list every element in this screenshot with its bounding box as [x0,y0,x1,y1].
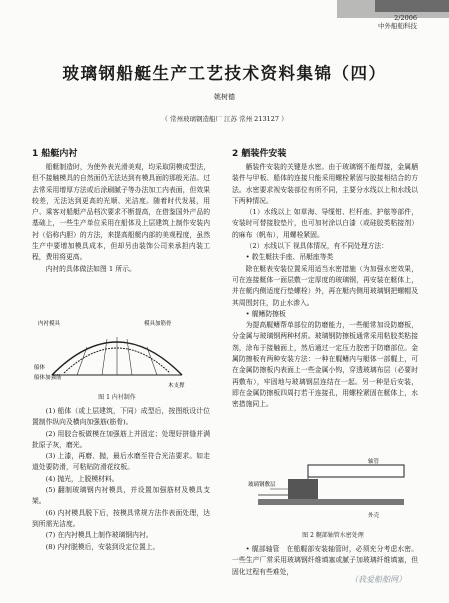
shaft-tube [308,465,404,477]
fig1-label: 船体 [34,365,46,371]
step-item: (8) 内衬脱模后，安装到设定位置上。 [45,542,160,551]
figure-2-diagram [248,455,418,527]
fig1-label: 模具加筋骨 [144,321,172,327]
journal-name: 中外船舶科技 [378,22,417,30]
article-title: 玻璃钢船艇生产工艺技术资料集锦（四） [62,64,387,83]
affiliation: （ 常州玻璃钢造船厂 江苏 常州 213127 ） [161,115,288,123]
author: 姚树德 [214,93,235,101]
step-item: (4) 抛光，上脱模材料。 [45,474,119,483]
support-struts [77,337,157,375]
right-column-tail [232,544,418,578]
bullet-title: • 艉鳍防擦板 [245,309,286,318]
step-item: (5) 翻制玻璃钢内衬模具，并设置加强筋材及模具支架。 [32,486,210,506]
issue-number: 2/2006 [394,14,417,22]
fig2-label: 轴管 [368,459,380,465]
paragraph: 为提高艉鳍帮单部位的防磨能力，一些艇常加设防磨板，分金属与玻璃钢两种材质。玻璃钢防擦板通常采用粘胶类粘接剂，涂布于接触面上，然后通过一定压力胶密于防磨部位。金属防擦板有两种安装方法：一种在艉鳍内与艇体一部艉上，可在金属防擦板内表面上一些金属小钩，穿透玻璃布层（必要时再敷布），牢固地与玻璃钢层连结在一起。另一种是后安装，即在金属防擦板四周打若干连接孔，用螺栓紧固在艇体上，水密措施同上。 [232,321,418,409]
fig1-label: 内衬模具 [38,321,61,327]
paragraph: （2）水线以下 视具体情况，有不同处理方法： [245,242,389,251]
left-column-intro [32,162,210,275]
step-item: (2) 用胶合板做模在加强筋上并固定；处理好拼缝并满批原子灰，磨光。 [32,429,210,449]
figure-2-caption: 图 2 艉部轴管水密处理 [302,532,364,539]
paragraph: （1）水线以上 如草海、导缆钳、栏杆座、护舷等部件，安装时可替接胶垫片，也可加衬涂以白漆（或硅胶类粘接剂）的麻布（帆布），用螺栓紧固。 [232,208,418,239]
figure-1-caption: 图 1 内衬制作 [98,394,136,401]
issue-info [378,14,417,30]
paragraph: 内衬的具体做法如图 1 所示。 [45,264,136,273]
paragraph: 船艇制造时，为使外表光滑美观，均采取阴模成型法，但不接触模具的自然面仍无法达到有模具面的那般光洁。过去常采用增厚方法或后涂刷腻子等办法加工内表面，但效果较差，无法达到更高的光顺、光洁度。随着时代发展，用户、乘客对船艇产品档次要求不断提高，在借鉴国外产品的基础上，一些生产单位采用在船体及上层建筑上制作安装内衬（俗称内胆）的方法，来提高船艇内部的美观程度，虽然生产中要增加模具成本，但却另由装饰公司来承担内装工程，费用将更高。 [32,163,210,262]
hull-shell [258,477,404,495]
fig1-label: 船体加强筋 [34,375,62,381]
step-item: (7) 在内衬模具上制作玻璃钢内衬。 [45,531,153,540]
fig2-label: 外壳 [368,513,380,519]
watermark: （我爱船舶网） [350,575,406,584]
fig2-label: 玻璃钢敷层 [248,482,276,488]
bullet-title: • 救生艇扶手座、吊艇座等类 [245,253,334,262]
step-item: (3) 上漆，再磨、抛，最后水磨至符合光洁要求。如走道处要防滑，可粘贴防滑花纹板。 [32,452,210,472]
fig1-label: 木支撑 [168,383,185,389]
frp-layup-block [288,479,318,499]
bullet-title-text: • 艉部轴管 [245,545,280,553]
step-item: (1) 船体（或上层建筑，下同）成型后，按图纸设计位置制作纵向及横向加强筋(筋骨)。 [32,407,210,427]
outer-shell-bar [258,499,404,505]
section-heading-1: 1 船艇内衬 [32,149,78,159]
bullet-text: 在船艉部安装轴管时，必须充分考虑水密。一些生产厂常采用玻璃钢纤维填塞或腻子加玻璃纤维填塞，但固化过程有些难处， [232,545,419,576]
figure-1-diagram [32,317,202,389]
right-column-text [232,162,418,411]
paragraph: 除在艇表安装位置采用适当水密措施（为加强水密效果，可在连接艇体一面层敷一定厚度的玻璃钢，再安装在艇体上，并在艇内侧适度行垫螺栓）外，再在艇内侧用玻璃钢把螺帽及其周围封住，防止水渗入。 [232,264,418,307]
paragraph: 舾装件安装的关键是水密。由于玻璃钢不能焊接，金属舾装件与甲板、船体的连接只能采用螺栓紧固与胶接相结合的方法。水密要求视安装部位有所不同，主要分水线以上和水线以下两种情况。 [232,163,418,205]
bullet-title [232,544,418,578]
section-heading-2: 2 舾装件安装 [232,149,287,159]
header-banner-dark [375,0,449,12]
left-column-steps [32,406,210,553]
step-item: (6) 内衬模具脱下后，按模具常规方法作表面处理，达到所需光洁度。 [32,508,210,528]
